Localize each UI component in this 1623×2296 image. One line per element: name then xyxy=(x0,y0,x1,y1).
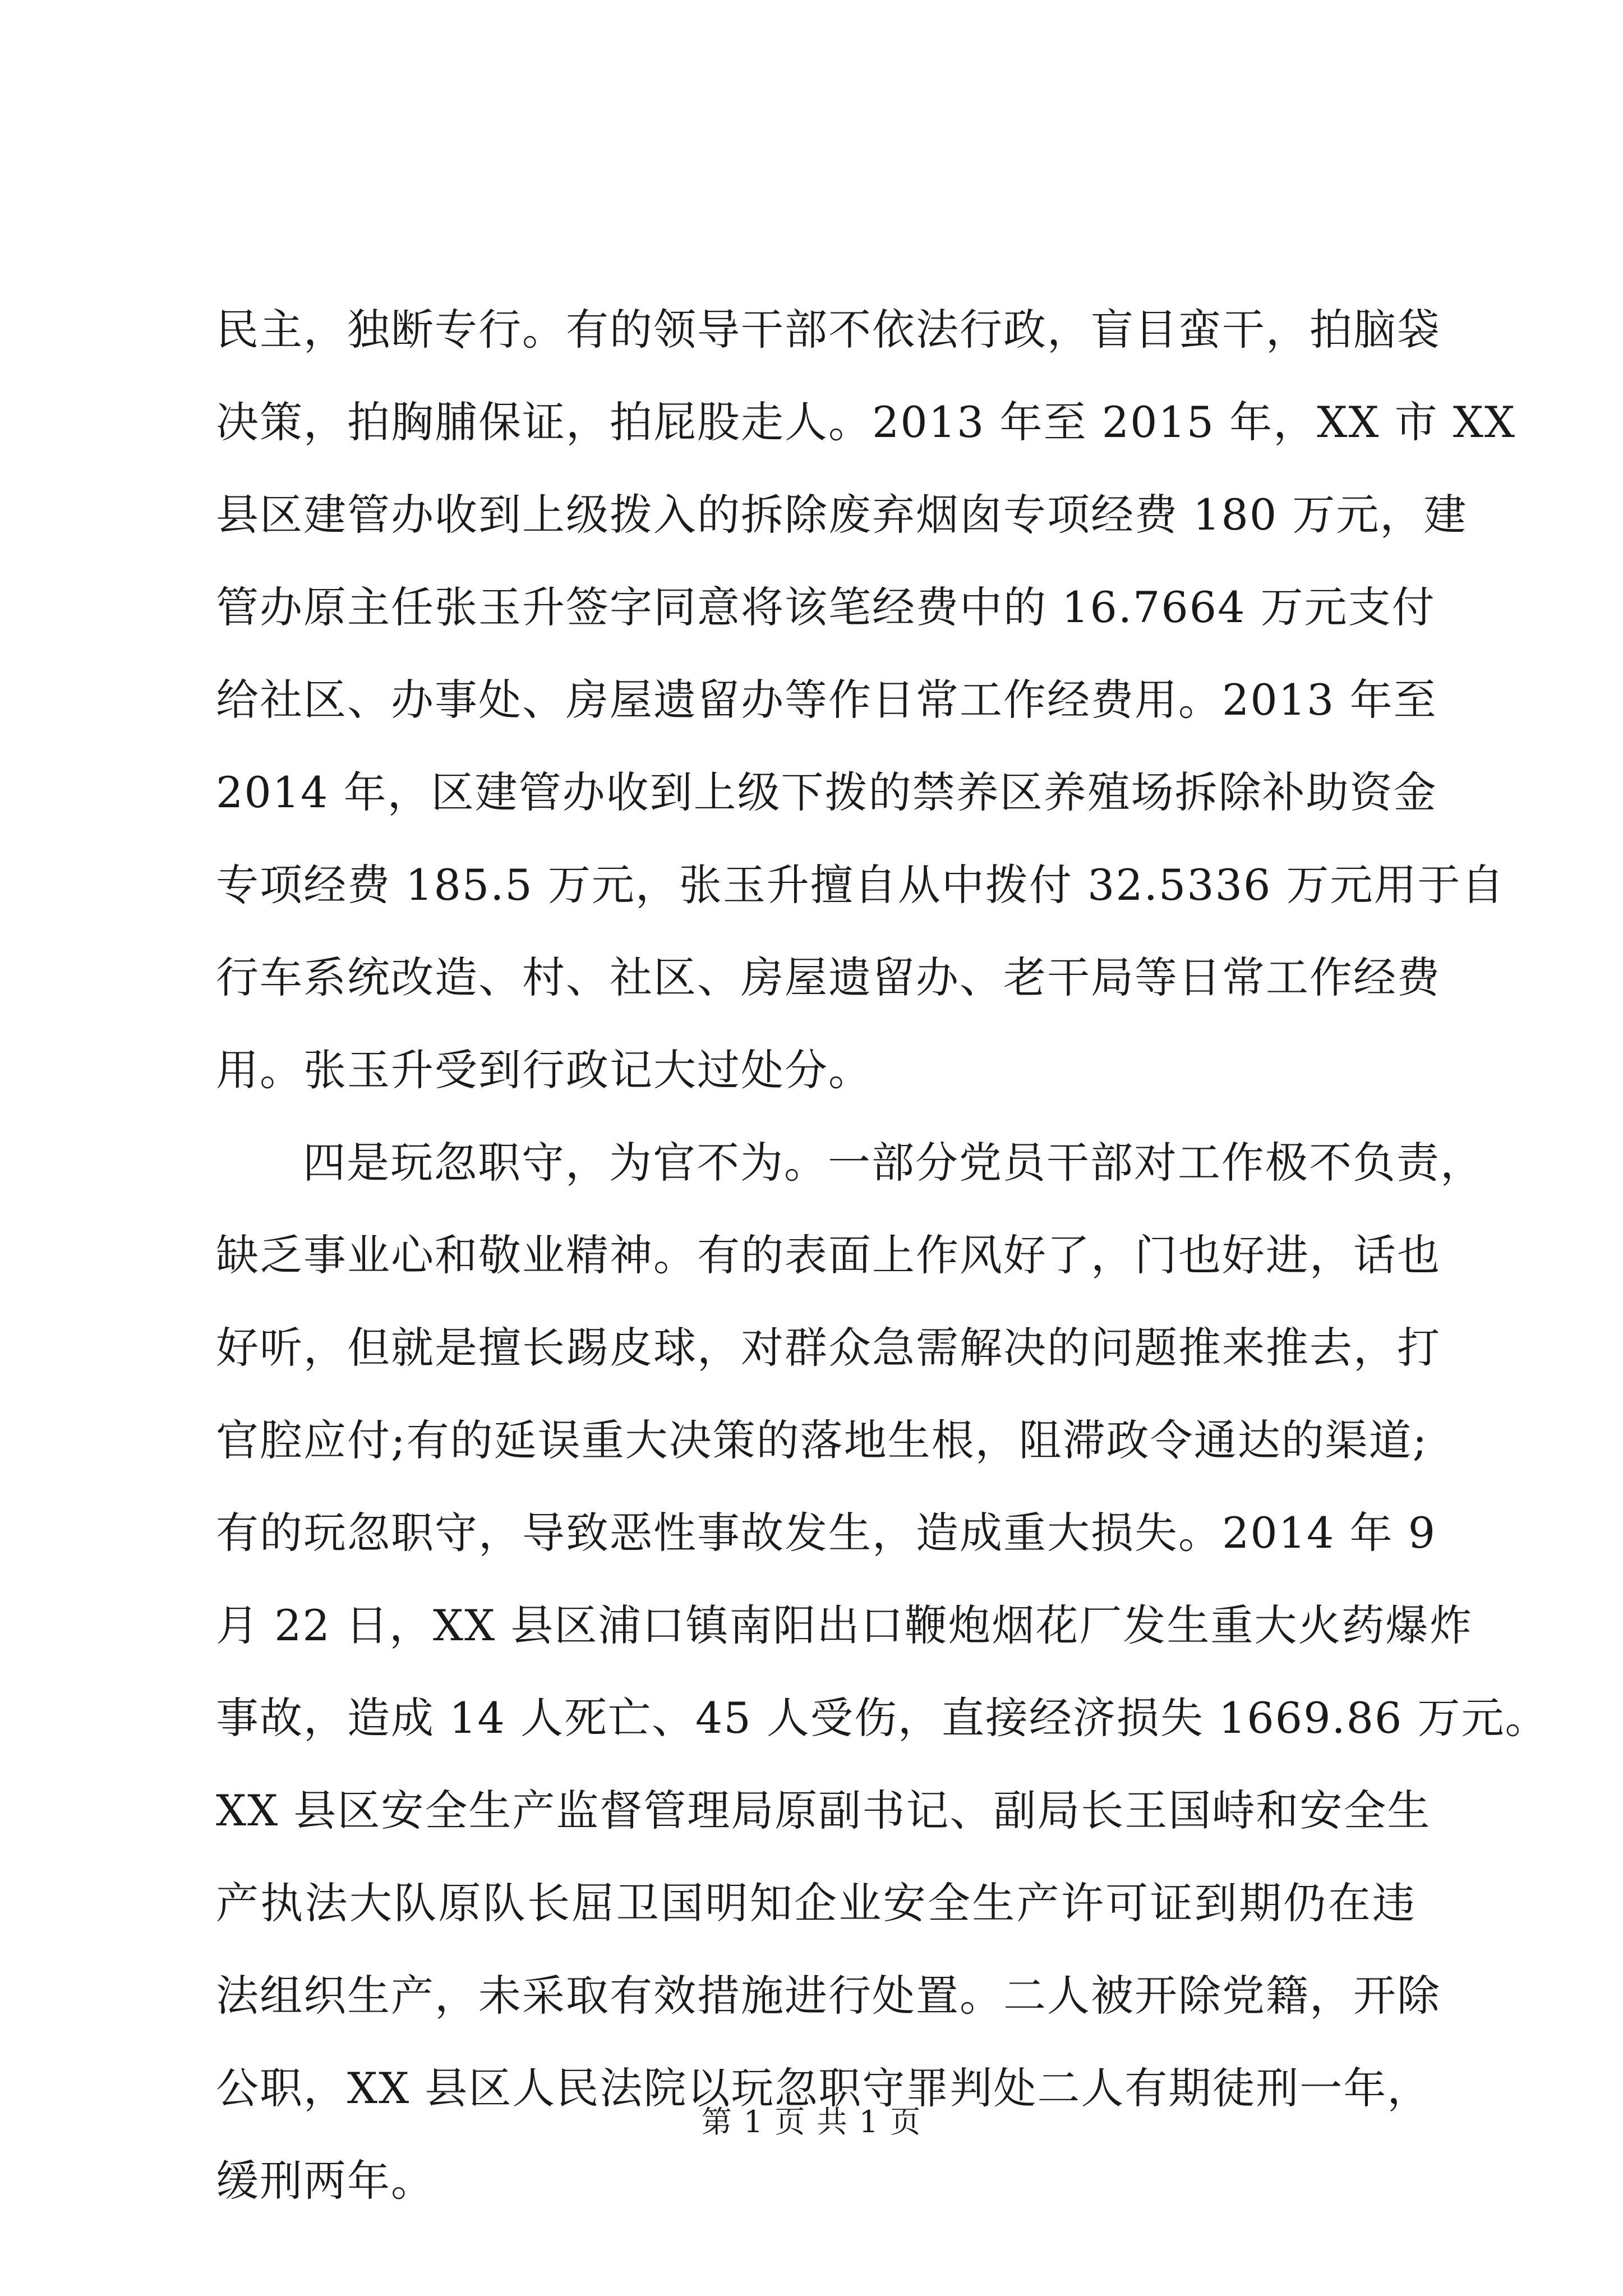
text-line: 事故，造成 14 人死亡、45 人受伤，直接经济损失 1669.86 万元。 xyxy=(216,1693,1549,1743)
text-line: 决策，拍胸脯保证，拍屁股走人。2013 年至 2015 年，XX 市 XX xyxy=(216,397,1516,447)
text-line: 四是玩忽职守，为官不为。一部分党员干部对工作极不负责， xyxy=(303,1138,1484,1188)
text-line: 缺乏事业心和敬业精神。有的表面上作风好了，门也好进，话也 xyxy=(216,1230,1441,1280)
text-line: 缓刑两年。 xyxy=(216,2156,435,2206)
page-footer: 第 1 页 共 1 页 xyxy=(701,2104,922,2139)
text-line: 公职，XX 县区人民法院以玩忽职守罪判处二人有期徒刑一年， xyxy=(216,2063,1431,2113)
text-line: 法组织生产，未采取有效措施进行处置。二人被开除党籍，开除 xyxy=(216,1971,1441,2021)
text-line: XX 县区安全生产监督管理局原副书记、副局长王国峙和安全生 xyxy=(216,1786,1431,1835)
paragraph-2 xyxy=(216,1116,1549,2227)
text-line: 民主，独断专行。有的领导干部不依法行政，盲目蛮干，拍脑袋 xyxy=(216,305,1441,355)
text-line: 用。张玉升受到行政记大过处分。 xyxy=(216,1045,872,1095)
document-body xyxy=(216,283,1549,2227)
text-line: 好听，但就是擅长踢皮球，对群众急需解决的问题推来推去，打 xyxy=(216,1323,1441,1373)
text-line: 管办原主任张玉升签字同意将该笔经费中的 16.7664 万元支付 xyxy=(216,582,1436,632)
paragraph-1 xyxy=(216,283,1516,1116)
text-line: 月 22 日，XX 县区浦口镇南阳出口鞭炮烟花厂发生重大火药爆炸 xyxy=(216,1600,1473,1650)
text-line: 官腔应付;有的延误重大决策的落地生根，阻滞政令通达的渠道; xyxy=(216,1415,1428,1465)
text-line: 2014 年，区建管办收到上级下拨的禁养区养殖场拆除补助资金 xyxy=(216,767,1437,817)
text-line: 行车系统改造、村、社区、房屋遗留办、老干局等日常工作经费 xyxy=(216,953,1441,1002)
text-line: 有的玩忽职守，导致恶性事故发生，造成重大损失。2014 年 9 xyxy=(216,1508,1437,1558)
text-line: 县区建管办收到上级拨入的拆除废弃烟囱专项经费 180 万元，建 xyxy=(216,490,1468,540)
text-line: 专项经费 185.5 万元，张玉升擅自从中拨付 32.5336 万元用于自 xyxy=(216,860,1505,910)
text-line: 给社区、办事处、房屋遗留办等作日常工作经费用。2013 年至 xyxy=(216,675,1437,725)
text-line: 产执法大队原队长屈卫国明知企业安全生产许可证到期仍在违 xyxy=(216,1878,1416,1928)
